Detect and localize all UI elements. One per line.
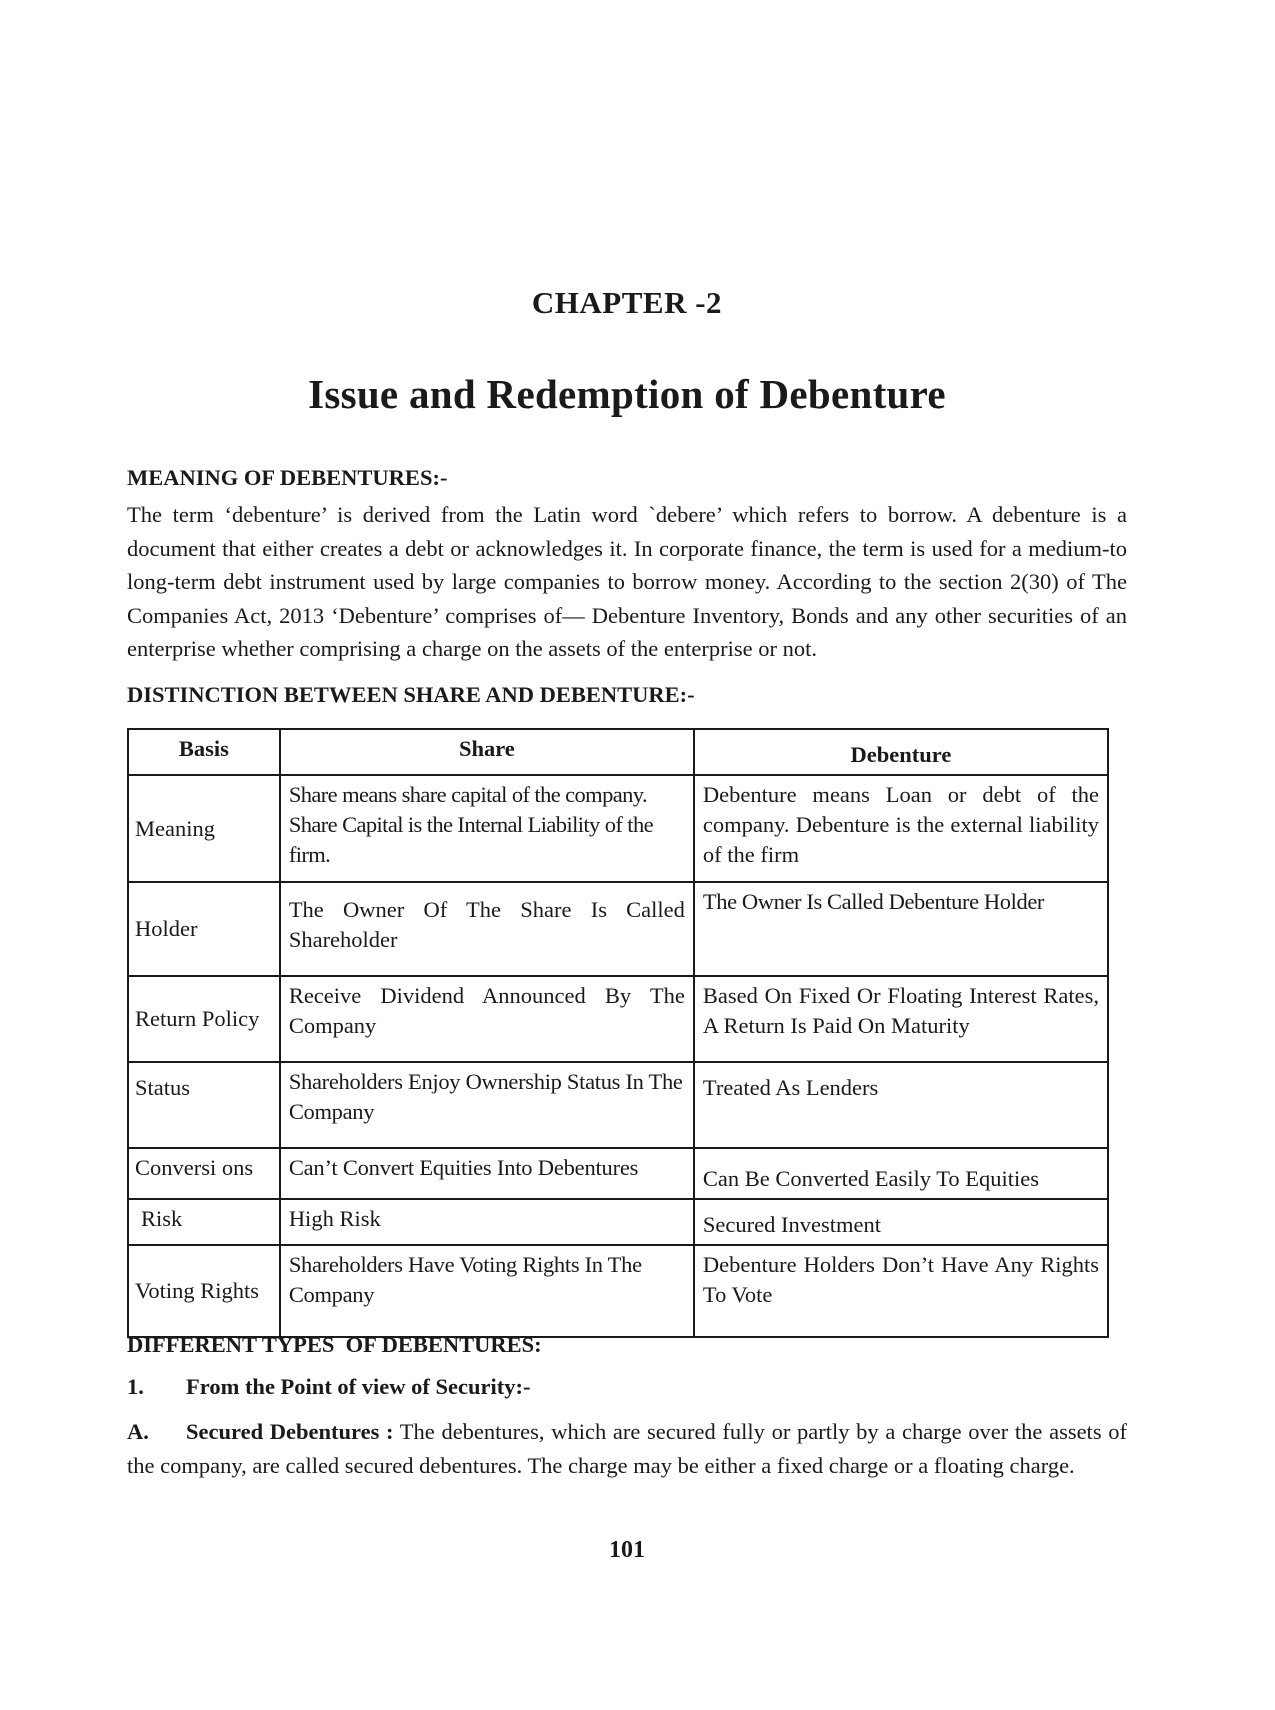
header-debenture: Debenture <box>694 729 1108 775</box>
header-basis: Basis <box>128 729 280 775</box>
row-share: Shareholders Have Voting Rights In The Company <box>280 1245 694 1337</box>
row-basis: Return Policy <box>128 976 280 1062</box>
security-point-number: 1. <box>127 1374 144 1399</box>
secured-lead: Secured Debentures : <box>186 1419 394 1444</box>
row-share: Share means share capital of the company. Share Capital is the Internal Liability of the firm. <box>280 775 694 882</box>
table-header-row <box>128 729 1108 775</box>
row-basis: Holder <box>128 882 280 976</box>
security-point <box>127 1374 531 1400</box>
distinction-heading: DISTINCTION BETWEEN SHARE AND DEBENTURE:- <box>127 682 695 707</box>
row-debenture: Treated As Lenders <box>694 1062 1108 1148</box>
row-basis: Voting Rights <box>128 1245 280 1337</box>
distinction-table <box>127 728 1109 1338</box>
row-debenture: The Owner Is Called Debenture Holder <box>694 882 1108 976</box>
chapter-title: Issue and Redemption of Debenture <box>308 371 946 417</box>
row-debenture: Can Be Converted Easily To Equities <box>694 1148 1108 1199</box>
table-row <box>128 1062 1108 1148</box>
table-row <box>128 1245 1108 1337</box>
row-debenture: Based On Fixed Or Floating Interest Rates, A Return Is Paid On Maturity <box>694 976 1108 1062</box>
meaning-paragraph: The term ‘debenture’ is derived from the Latin word `debere’ which refers to borrow. A debenture is a document that either creates a debt or acknowledges it. In corporate finance, the term is used for a medium-to long-term debt instrument used by large companies to borrow money. According to the section 2(30) of The Companies Act, 2013 ‘Debenture’ comprises of— Debenture Inventory, Bonds and any other securities of an enterprise whether comprising a charge on the assets of the enterprise or not. <box>127 502 1127 661</box>
security-point-label: From the Point of view of Security:- <box>186 1374 531 1399</box>
row-basis: Meaning <box>128 775 280 882</box>
row-share: High Risk <box>280 1199 694 1245</box>
chapter-label: CHAPTER -2 <box>531 285 723 320</box>
page-number: 101 <box>609 1537 645 1563</box>
secured-text: The debentures, which are secured fully or partly by a charge over the assets of the company, are called secured debentures. The charge may be either a fixed charge or a floating charge. <box>127 1419 1127 1478</box>
row-debenture: Secured Investment <box>694 1199 1108 1245</box>
types-heading: DIFFERENT TYPES OF DEBENTURES: <box>127 1332 542 1357</box>
row-share: Receive Dividend Announced By The Company <box>280 976 694 1062</box>
row-basis: Risk <box>128 1199 280 1245</box>
table-row <box>128 882 1108 976</box>
secured-letter: A. <box>127 1419 149 1444</box>
row-share: Can’t Convert Equities Into Debentures <box>280 1148 694 1199</box>
table-row <box>128 1148 1108 1199</box>
row-basis: Status <box>128 1062 280 1148</box>
header-share: Share <box>280 729 694 775</box>
meaning-heading: MEANING OF DEBENTURES:- <box>127 465 448 490</box>
row-debenture: Debenture means Loan or debt of the company. Debenture is the external liability of the firm <box>694 775 1108 882</box>
table-row <box>128 1199 1108 1245</box>
row-share: Shareholders Enjoy Ownership Status In The Company <box>280 1062 694 1148</box>
row-basis: Conversi ons <box>128 1148 280 1199</box>
table-row <box>128 775 1108 882</box>
row-share: The Owner Of The Share Is Called Shareholder <box>280 882 694 976</box>
secured-debentures-paragraph <box>127 1415 1127 1482</box>
table-row <box>128 976 1108 1062</box>
row-debenture: Debenture Holders Don’t Have Any Rights To Vote <box>694 1245 1108 1337</box>
